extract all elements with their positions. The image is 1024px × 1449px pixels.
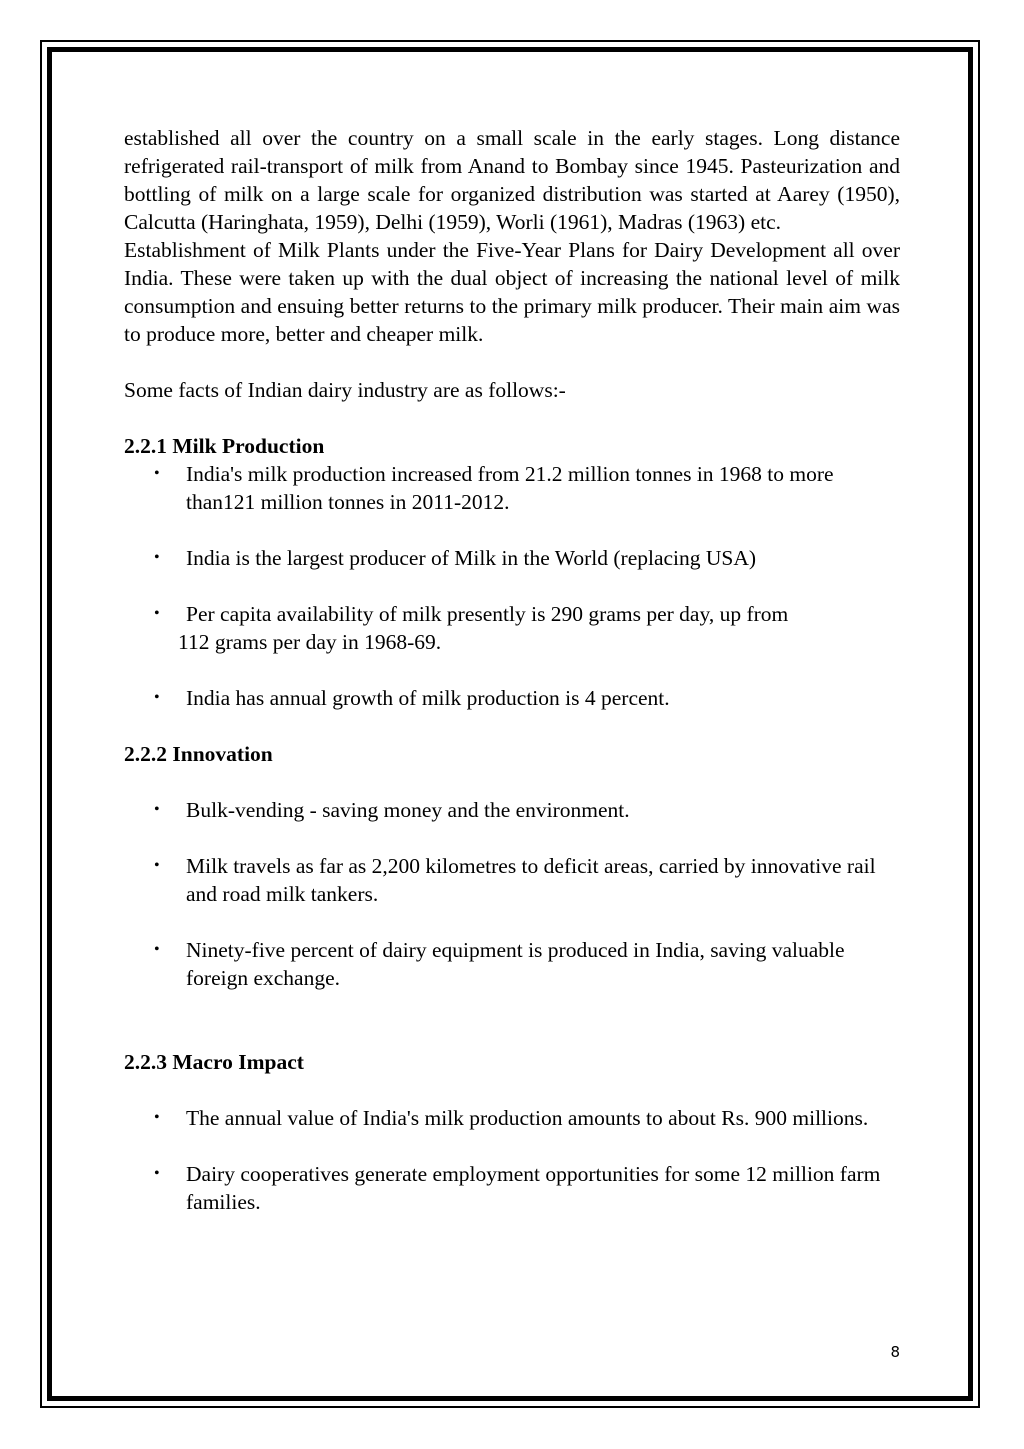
bullet-icon: •: [154, 605, 160, 622]
list-item: [124, 684, 900, 712]
bullet-icon: •: [154, 857, 160, 874]
bullet-icon: •: [154, 941, 160, 958]
list-item-text: Ninety-five percent of dairy equipment is produced in India, saving valuable foreign exchange.: [186, 938, 845, 990]
bullet-icon: •: [154, 689, 160, 706]
section-heading-macro-impact: 2.2.3 Macro Impact: [124, 1050, 304, 1074]
section-heading-innovation: 2.2.2 Innovation: [124, 742, 273, 766]
list-item-text: India is the largest producer of Milk in the World (replacing USA): [186, 546, 757, 570]
list-item-text-continuation: 112 grams per day in 1968-69.: [178, 630, 442, 654]
list-item-text: India has annual growth of milk production is 4 percent.: [186, 686, 670, 710]
list-item-text: Per capita availability of milk presently is 290 grams per day, up from: [186, 602, 789, 626]
list-item: [124, 852, 900, 908]
page-number: 8: [890, 1343, 900, 1361]
bullet-icon: •: [154, 1165, 160, 1182]
section-heading-milk-production: 2.2.1 Milk Production: [124, 434, 325, 458]
intro-paragraph-1: established all over the country on a small scale in the early stages. Long distance refrigerated rail-transport of milk from Anand to Bombay since 1945. Pasteurization and bottling of milk on a large scale for organized distribution was started at Aarey (1950), Calcutta (Haringhata, 1959), Delhi (1959), Worli (1961), Madras (1963) etc.: [124, 126, 900, 234]
milk-production-list: [124, 460, 900, 712]
bullet-icon: •: [154, 549, 160, 566]
list-item-text: Milk travels as far as 2,200 kilometres to deficit areas, carried by innovative rail and road milk tankers.: [186, 854, 876, 906]
list-item: [124, 1160, 900, 1216]
list-item-text: The annual value of India's milk production amounts to about Rs. 900 millions.: [186, 1106, 869, 1130]
list-item: [124, 796, 900, 824]
innovation-list: [124, 796, 900, 992]
list-item-text: India's milk production increased from 21.2 million tonnes in 1968 to more than121 million tonnes in 2011-2012.: [186, 462, 834, 514]
intro-paragraph-2: Establishment of Milk Plants under the Five-Year Plans for Dairy Development all over India. These were taken up with the dual object of increasing the national level of milk consumption and ensuing better returns to the primary milk producer. Their main aim was to produce more, better and cheaper milk.: [124, 238, 900, 346]
list-item: [124, 936, 900, 992]
list-item: [124, 544, 900, 572]
list-item: [124, 460, 900, 516]
bullet-icon: •: [154, 1109, 160, 1126]
bullet-icon: •: [154, 465, 160, 482]
list-item-text: Bulk-vending - saving money and the environment.: [186, 798, 630, 822]
list-item-text: Dairy cooperatives generate employment opportunities for some 12 million farm families.: [186, 1162, 881, 1214]
macro-impact-list: [124, 1104, 900, 1216]
document-body: [124, 124, 900, 1216]
facts-intro: Some facts of Indian dairy industry are as follows:-: [124, 378, 566, 402]
list-item: [124, 1104, 900, 1132]
bullet-icon: •: [154, 801, 160, 818]
list-item: [124, 600, 900, 656]
